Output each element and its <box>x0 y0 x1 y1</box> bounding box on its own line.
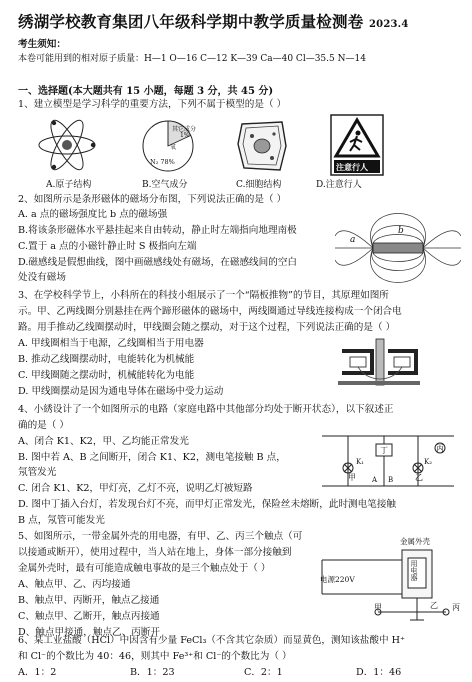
atomic-masses: 本卷可能用到的相对原子质量：H—1 O—16 C—12 K—39 Ca—40 Cl—35.5 N—14 <box>18 54 366 64</box>
label-appliance: 用电器 <box>410 560 418 581</box>
label-contact-yi: 乙 <box>430 601 438 610</box>
q4-option-a: A、闭合 K1、K2，甲、乙均能正常发光 <box>18 436 189 447</box>
q1-option-a: A.原子结构 <box>46 180 92 190</box>
q5-stem-line1: 5、如图所示，一带金属外壳的用电器，有甲、乙、丙三个触点（可 <box>18 531 303 542</box>
pie-label-nitrogen: N₂ 78% <box>150 158 175 166</box>
q1-stem: 1、建立模型是学习科学的重要方法，下列不属于模型的是（ ） <box>18 99 287 110</box>
q3-option-a: A. 甲线圈相当于电源，乙线圈相当于用电器 <box>18 338 204 349</box>
page-title: 绣湖学校教育集团八年级科学期中教学质量检测卷 2023.4 <box>18 12 409 31</box>
q4-stem-line2: 确的是（ ） <box>18 420 70 431</box>
q6-option-a: A．1：2 <box>18 667 57 678</box>
circuit-label-yi: 乙 <box>415 473 423 482</box>
q2-option-d: D.磁感线是假想曲线，图中画磁感线处有磁场，在磁感线间的空白 <box>18 257 298 268</box>
q1-option-d: D.注意行人 <box>316 180 362 190</box>
q5-option-c: C、触点甲、乙断开，触点丙接通 <box>18 611 160 622</box>
q2-option-c: C.置于 a 点的小磁针静止时 S 极指向左端 <box>18 241 197 252</box>
q6-stem-line1: 6、某工业盐酸（HCl）中因含有少量 FeCl₃（不含其它杂质）而显黄色，测知该盐酸中 H⁺ <box>18 635 406 646</box>
circuit-label-k2: K₂ <box>424 458 433 466</box>
circuit-label-bing: 丙 <box>436 444 444 453</box>
q3-option-d: D. 甲线圈摆动是因为通电导体在磁场中受力运动 <box>18 386 224 397</box>
cell-structure-figure <box>234 116 290 174</box>
q3-option-c: C. 甲线圈随之摆动时，机械能转化为电能 <box>18 370 195 381</box>
circuit-label-k1: K₁ <box>356 458 365 466</box>
q1-option-c: C.细胞结构 <box>236 180 282 190</box>
q6-stem-line2: 和 Cl⁻的个数比为 40：46，则其中 Fe³⁺和 Cl⁻的个数比为（ ） <box>18 651 292 662</box>
q5-stem-line2: 以接通或断开），使用过程中，当人站在地上，身体一部分接触到 <box>18 547 292 558</box>
q4-stem-line1: 4、小綉设计了一个如图所示的电路（家庭电路中其他部分均处于断开状态），以下叙述正 <box>18 404 394 415</box>
circuit-label-jia: 甲 <box>348 473 356 482</box>
label-power-220v: 电源220V <box>320 575 355 584</box>
point-a-label: a <box>350 235 356 245</box>
q2-option-a: A. a 点的磁场强度比 b 点的磁场强 <box>18 209 168 220</box>
label-metal-shell: 金属外壳 <box>400 537 430 546</box>
point-b-label: b <box>398 226 404 236</box>
label-contact-jia: 甲 <box>374 603 382 612</box>
appliance-circuit-figure <box>318 546 460 624</box>
q2-stem: 2、如图所示是条形磁体的磁场分布图，下列说法正确的是（ ） <box>18 194 287 205</box>
sign-text: 注意行人 <box>336 162 368 172</box>
circuit-label-a: A <box>372 476 378 484</box>
pie-label-oxygen: 氧 <box>170 144 177 151</box>
q2-option-b: B.将该条形磁体水平悬挂起来自由转动，静止时左端指向地理南极 <box>18 225 297 236</box>
q5-option-d: D、触点甲接通，触点乙、丙断开 <box>18 627 161 638</box>
atom-model-figure <box>36 116 98 174</box>
q5-option-a: A、触点甲、乙、丙均接通 <box>18 579 131 590</box>
q6-option-d: D．1：46 <box>356 667 402 678</box>
q4-option-d: D. 图中丁插入台灯，若发现台灯不亮，而甲灯正常发光，保险丝未熔断，此时测电笔接触 <box>18 499 397 510</box>
section-heading: 一、选择题(本大题共有 15 小题，每题 3 分，共 45 分) <box>18 86 274 97</box>
q4-option-b: B. 图中若 A、B 之间断开，闭合 K1、K2，测电笔接触 B 点， <box>18 452 286 463</box>
circuit-label-b: B <box>388 476 394 484</box>
q6-option-b: B．1：23 <box>130 667 175 678</box>
coil-magnet-figure <box>338 337 420 387</box>
q5-option-b: B、触点甲、丙断开，触点乙接通 <box>18 595 160 606</box>
pie-label-other-pct: 1% <box>180 132 190 139</box>
label-contact-bing: 丙 <box>452 603 460 612</box>
q2-option-d-cont: 处没有磁场 <box>18 272 66 283</box>
q6-option-c: C．2：1 <box>244 667 283 678</box>
q4-option-b-cont: 氖管发光 <box>18 467 57 478</box>
q3-option-b: B. 推动乙线圈摆动时，电能转化为机械能 <box>18 354 195 365</box>
q3-stem-line1: 3、在学校科学节上，小科所在的科技小组展示了一个“隔板推物”的节目，其原理如图所 <box>18 290 389 301</box>
notice-label: 考生须知： <box>18 39 66 50</box>
circuit-label-ding: 丁 <box>380 446 388 455</box>
q4-option-c: C. 闭合 K1、K2，甲灯亮，乙灯不亮，说明乙灯被短路 <box>18 483 253 494</box>
q5-stem-line3: 金属外壳时，最有可能造成触电事故的是三个触点处于（ ） <box>18 563 271 574</box>
exam-date: 2023.4 <box>369 19 409 30</box>
q3-stem-line3: 路。用手推动乙线圈摆动时，甲线圈会随之摆动，对于这个过程，下列说法正确的是（ ） <box>18 322 396 333</box>
q3-stem-line2: 示。甲、乙两线圈分别悬挂在两个蹄形磁体的磁场中，两线圈通过导线连接构成一个闭合电 <box>18 306 402 317</box>
q4-option-d-cont: B 点，氖管可能发光 <box>18 515 105 526</box>
q1-option-b: B.空气成分 <box>142 180 188 190</box>
bar-magnet-field-figure <box>335 212 461 284</box>
pie-label-other: 其它成分 <box>172 126 197 133</box>
